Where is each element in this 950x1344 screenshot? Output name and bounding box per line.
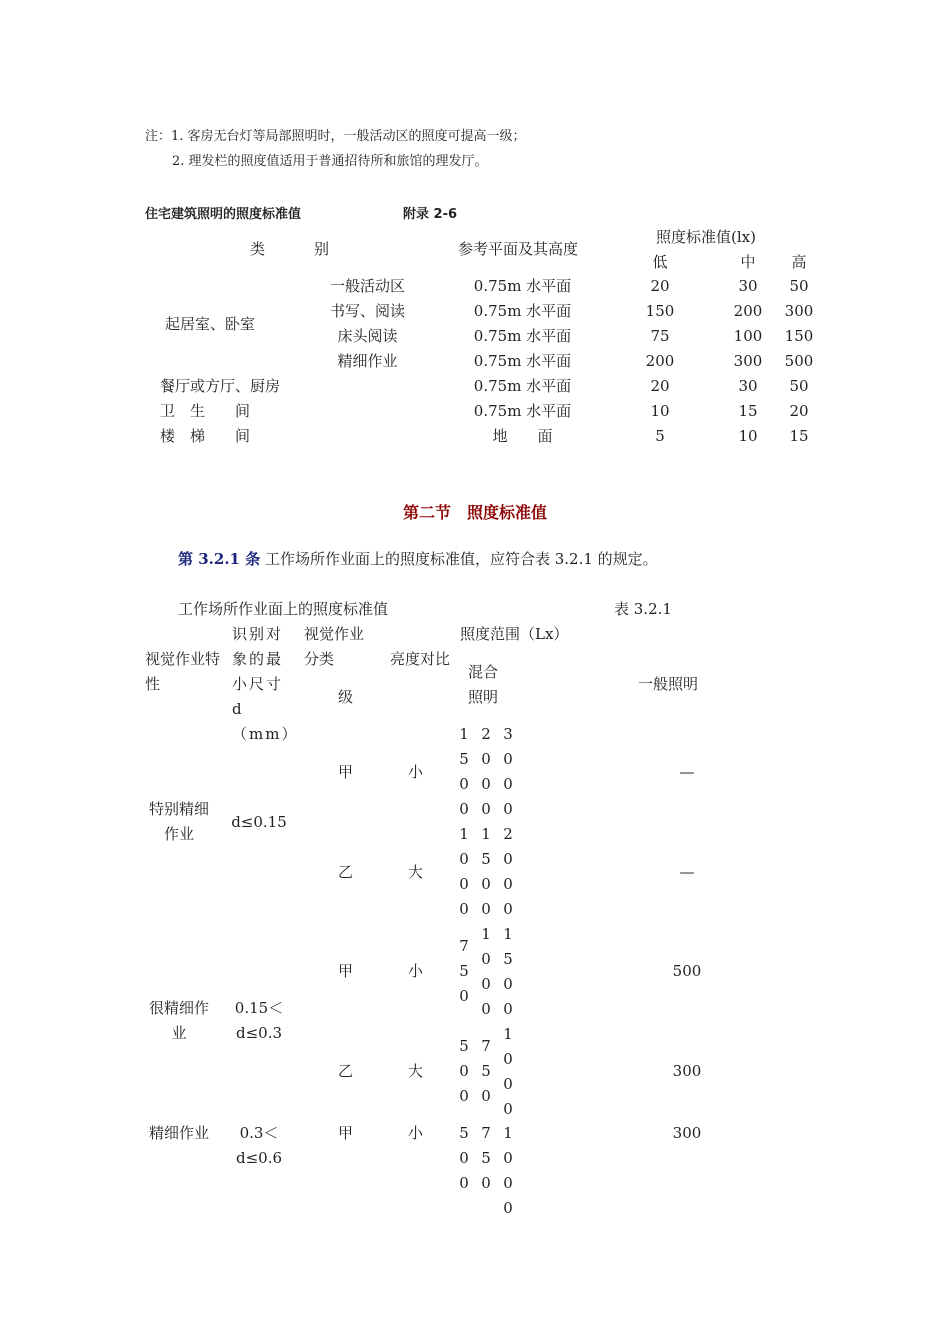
t2-level: 甲 bbox=[338, 763, 354, 781]
t1-header-high: 高 bbox=[791, 253, 807, 271]
t2-group-feature: 特别精细作业 bbox=[148, 800, 209, 843]
t1-cat: 精细作业 bbox=[337, 352, 398, 370]
t2-header-feature: 视觉作业特性 bbox=[145, 650, 221, 693]
t1-low: 20 bbox=[650, 377, 670, 395]
t2-general: — bbox=[679, 863, 695, 881]
t1-plane: 0.75m 水平面 bbox=[473, 327, 572, 345]
t1-plane: 0.75m 水平面 bbox=[473, 302, 572, 320]
t2-level: 甲 bbox=[338, 962, 354, 980]
t1-high: 500 bbox=[784, 352, 814, 370]
t1-header-illum: 照度标准值(lx) bbox=[656, 228, 756, 246]
t2-mixed-value: 1 0 0 0 bbox=[503, 1025, 513, 1118]
t2-group-size: 0.15＜d≤0.3 bbox=[234, 999, 284, 1042]
t1-high: 150 bbox=[784, 327, 814, 345]
t1-mid: 300 bbox=[733, 352, 763, 370]
t1-low: 150 bbox=[645, 302, 675, 320]
t1-low: 75 bbox=[650, 327, 670, 345]
t2-mixed-value: 1 0 0 0 bbox=[481, 925, 491, 1018]
t1-cat: 餐厅或方厅、厨房 bbox=[160, 377, 281, 395]
t1-header-category2: 别 bbox=[314, 240, 330, 258]
t2-mixed-value: 5 0 0 bbox=[459, 1037, 469, 1105]
table1-appendix: 附录 2-6 bbox=[403, 207, 458, 222]
t1-plane: 0.75m 水平面 bbox=[473, 402, 572, 420]
t1-plane: 地 面 bbox=[492, 427, 553, 445]
t2-general: 500 bbox=[672, 962, 702, 980]
t2-header-class: 视觉作业分类 bbox=[304, 625, 365, 668]
t1-cat: 卫 生 间 bbox=[160, 402, 251, 420]
t2-contrast: 小 bbox=[408, 962, 424, 980]
t1-cat: 一般活动区 bbox=[329, 277, 405, 295]
t2-general: — bbox=[679, 763, 695, 781]
t2-header-contrast: 亮度对比 bbox=[390, 650, 451, 668]
t1-header-plane: 参考平面及其高度 bbox=[458, 240, 579, 258]
t1-high: 300 bbox=[784, 302, 814, 320]
t1-low: 20 bbox=[650, 277, 670, 295]
t2-level: 甲 bbox=[338, 1124, 354, 1142]
t1-mid: 30 bbox=[738, 377, 758, 395]
t2-contrast: 小 bbox=[408, 1124, 424, 1142]
t2-header-range: 照度范围（Lx） bbox=[460, 625, 569, 643]
t1-header-category1: 类 bbox=[250, 240, 266, 258]
note-line-2: 2. 理发栏的照度值适用于普通招待所和旅馆的理发厅。 bbox=[172, 154, 488, 169]
t2-header-size: 识别对象的最小尺寸d（mm） bbox=[232, 625, 299, 743]
t2-header-general: 一般照明 bbox=[638, 675, 699, 693]
table2-number: 表 3.2.1 bbox=[614, 600, 672, 618]
table1-title: 住宅建筑照明的照度标准值 bbox=[145, 207, 302, 222]
t2-contrast: 大 bbox=[408, 863, 424, 881]
t1-mid: 10 bbox=[738, 427, 758, 445]
t2-mixed-value: 1 5 0 0 bbox=[481, 825, 491, 918]
t2-mixed-value: 1 0 0 0 bbox=[459, 825, 469, 918]
t2-group-size: d≤0.15 bbox=[231, 813, 287, 831]
t1-plane: 0.75m 水平面 bbox=[473, 277, 572, 295]
t2-group-feature: 很精细作业 bbox=[148, 999, 209, 1042]
t1-group-label: 起居室、卧室 bbox=[165, 315, 256, 333]
section-title: 第二节 照度标准值 bbox=[402, 503, 547, 522]
t2-group-feature: 精细作业 bbox=[148, 1124, 209, 1142]
article-text: 工作场所作业面上的照度标准值，应符合表 3.2.1 的规定。 bbox=[260, 550, 658, 568]
table2-caption: 工作场所作业面上的照度标准值 bbox=[178, 600, 389, 618]
t2-mixed-value: 7 5 0 bbox=[481, 1037, 491, 1105]
t2-mixed-value: 1 5 0 0 bbox=[503, 925, 513, 1018]
note-line-1: 注：1. 客房无台灯等局部照明时，一般活动区的照度可提高一级； bbox=[145, 129, 526, 144]
article-paragraph bbox=[178, 547, 658, 572]
t1-plane: 0.75m 水平面 bbox=[473, 377, 572, 395]
t1-mid: 15 bbox=[738, 402, 758, 420]
t1-mid: 100 bbox=[733, 327, 763, 345]
t2-mixed-value: 2 0 0 0 bbox=[503, 825, 513, 918]
t2-mixed-value: 3 0 0 0 bbox=[503, 725, 513, 818]
t2-general: 300 bbox=[672, 1062, 702, 1080]
t1-header-low: 低 bbox=[652, 253, 668, 271]
t2-mixed-value: 5 0 0 bbox=[459, 1124, 469, 1192]
t2-level: 乙 bbox=[338, 863, 354, 881]
t1-cat: 书写、阅读 bbox=[329, 302, 405, 320]
t2-header-mixed: 混合照明 bbox=[468, 663, 499, 706]
t1-cat: 床头阅读 bbox=[337, 327, 398, 345]
t1-high: 20 bbox=[789, 402, 809, 420]
t1-low: 200 bbox=[645, 352, 675, 370]
t1-mid: 30 bbox=[738, 277, 758, 295]
t2-group-size: 0.3＜d≤0.6 bbox=[235, 1124, 283, 1167]
t2-mixed-value: 7 5 0 bbox=[459, 937, 469, 1005]
t2-header-class-level: 级 bbox=[338, 688, 354, 706]
t2-contrast: 小 bbox=[408, 763, 424, 781]
t1-plane: 0.75m 水平面 bbox=[473, 352, 572, 370]
article-number: 第 3.2.1 条 bbox=[178, 550, 261, 568]
t2-general: 300 bbox=[672, 1124, 702, 1142]
t2-mixed-value: 7 5 0 bbox=[481, 1124, 491, 1192]
t1-high: 15 bbox=[789, 427, 809, 445]
t2-level: 乙 bbox=[338, 1062, 354, 1080]
t1-mid: 200 bbox=[733, 302, 763, 320]
t1-low: 5 bbox=[655, 427, 665, 445]
t2-mixed-value: 2 0 0 0 bbox=[481, 725, 491, 818]
t1-high: 50 bbox=[789, 277, 809, 295]
t1-low: 10 bbox=[650, 402, 670, 420]
t2-contrast: 大 bbox=[408, 1062, 424, 1080]
t1-header-mid: 中 bbox=[740, 253, 756, 271]
t2-mixed-value: 1 5 0 0 bbox=[459, 725, 469, 818]
t2-mixed-value: 1 0 0 0 bbox=[503, 1124, 513, 1217]
t1-cat: 楼 梯 间 bbox=[160, 427, 251, 445]
t1-high: 50 bbox=[789, 377, 809, 395]
